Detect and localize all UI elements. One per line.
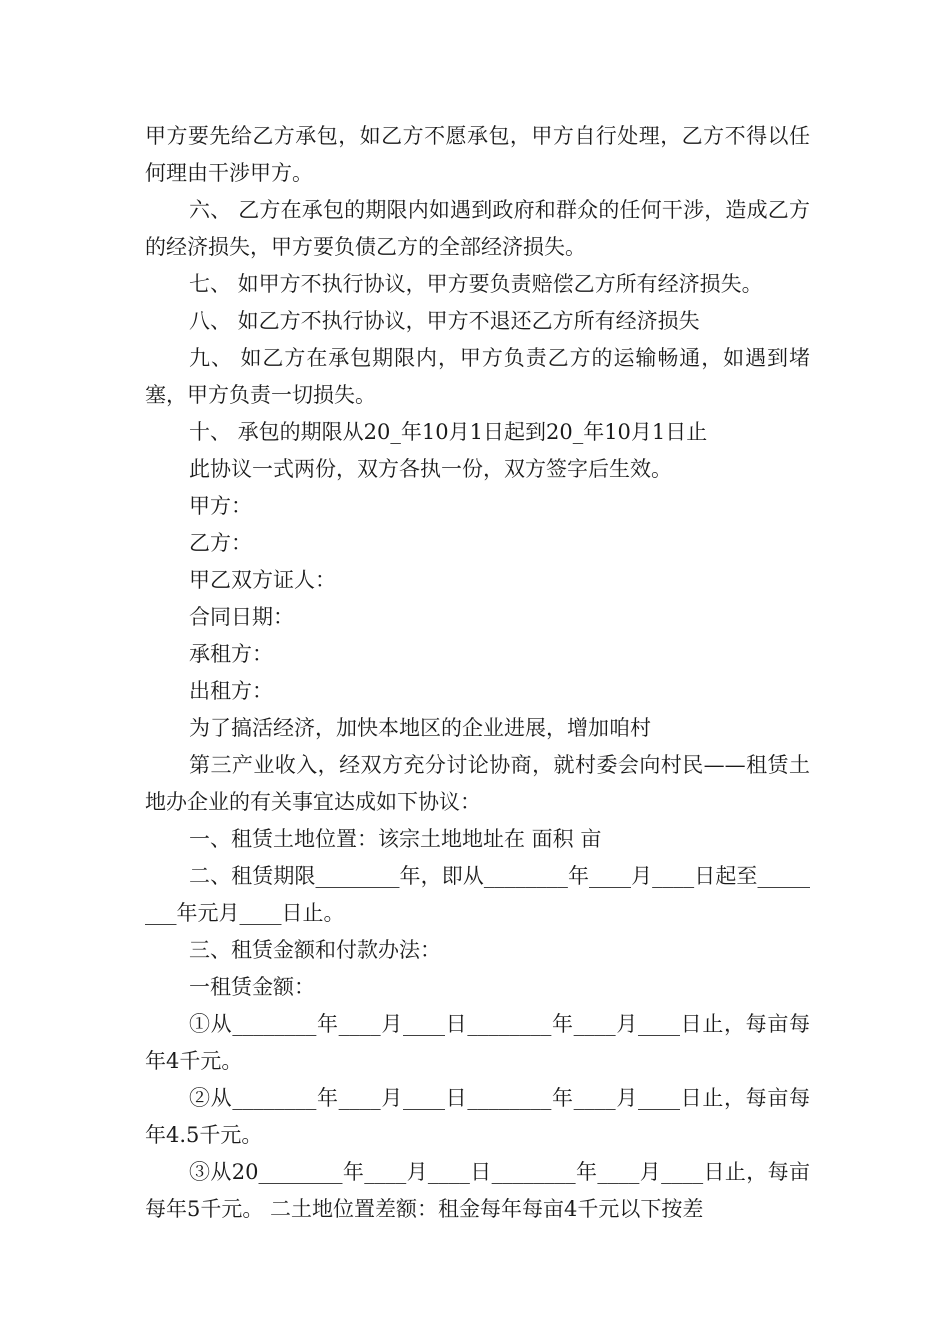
paragraph: 八、 如乙方不执行协议，甲方不退还乙方所有经济损失 [189, 309, 700, 333]
paragraph: 六、 乙方在承包的期限内如遇到政府和群众的任何干涉，造成乙方的经济损失，甲方要负债乙方的全部经济损失。 [145, 198, 810, 259]
signature-line-party-b: 乙方： [189, 531, 252, 555]
paragraph: 十、 承包的期限从20_年10月1日起到20_年10月1日止 [189, 420, 708, 444]
lessor-line: 出租方： [189, 679, 273, 703]
witness-line: 甲乙双方证人： [189, 568, 336, 592]
paragraph: 第三产业收入，经双方充分讨论协商，就村委会向村民——租赁土地办企业的有关事宜达成如下协议： [145, 753, 810, 814]
paragraph: 七、 如甲方不执行协议，甲方要负责赔偿乙方所有经济损失。 [189, 272, 763, 296]
signature-line-party-a: 甲方： [189, 494, 252, 518]
paragraph: ①从________年____月____日________年____月____日止，每亩每年4千元。 [145, 1012, 810, 1073]
paragraph: 一、租赁土地位置：该宗土地地址在 面积 亩 [189, 827, 602, 851]
paragraph: 此协议一式两份，双方各执一份，双方签字后生效。 [189, 457, 672, 481]
paragraph: ③从20________年____月____日________年____月____日止，每亩每年5千元。 二土地位置差额：租金每年每亩4千元以下按差 [145, 1160, 810, 1221]
lessee-line: 承租方： [189, 642, 273, 666]
paragraph: 二、租赁期限________年，即从________年____月____日起至________年元月____日止。 [145, 864, 810, 925]
paragraph: 三、租赁金额和付款办法： [189, 938, 441, 962]
contract-date-line: 合同日期： [189, 605, 294, 629]
paragraph: 一租赁金额： [189, 975, 315, 999]
document-body [145, 118, 810, 1228]
paragraph: 为了搞活经济，加快本地区的企业进展，增加咱村 [189, 716, 651, 740]
paragraph: ②从________年____月____日________年____月____日止，每亩每年4.5千元。 [145, 1086, 810, 1147]
paragraph: 九、 如乙方在承包期限内，甲方负责乙方的运输畅通，如遇到堵塞，甲方负责一切损失。 [145, 346, 810, 407]
paragraph: 甲方要先给乙方承包，如乙方不愿承包，甲方自行处理，乙方不得以任何理由干涉甲方。 [145, 124, 810, 185]
